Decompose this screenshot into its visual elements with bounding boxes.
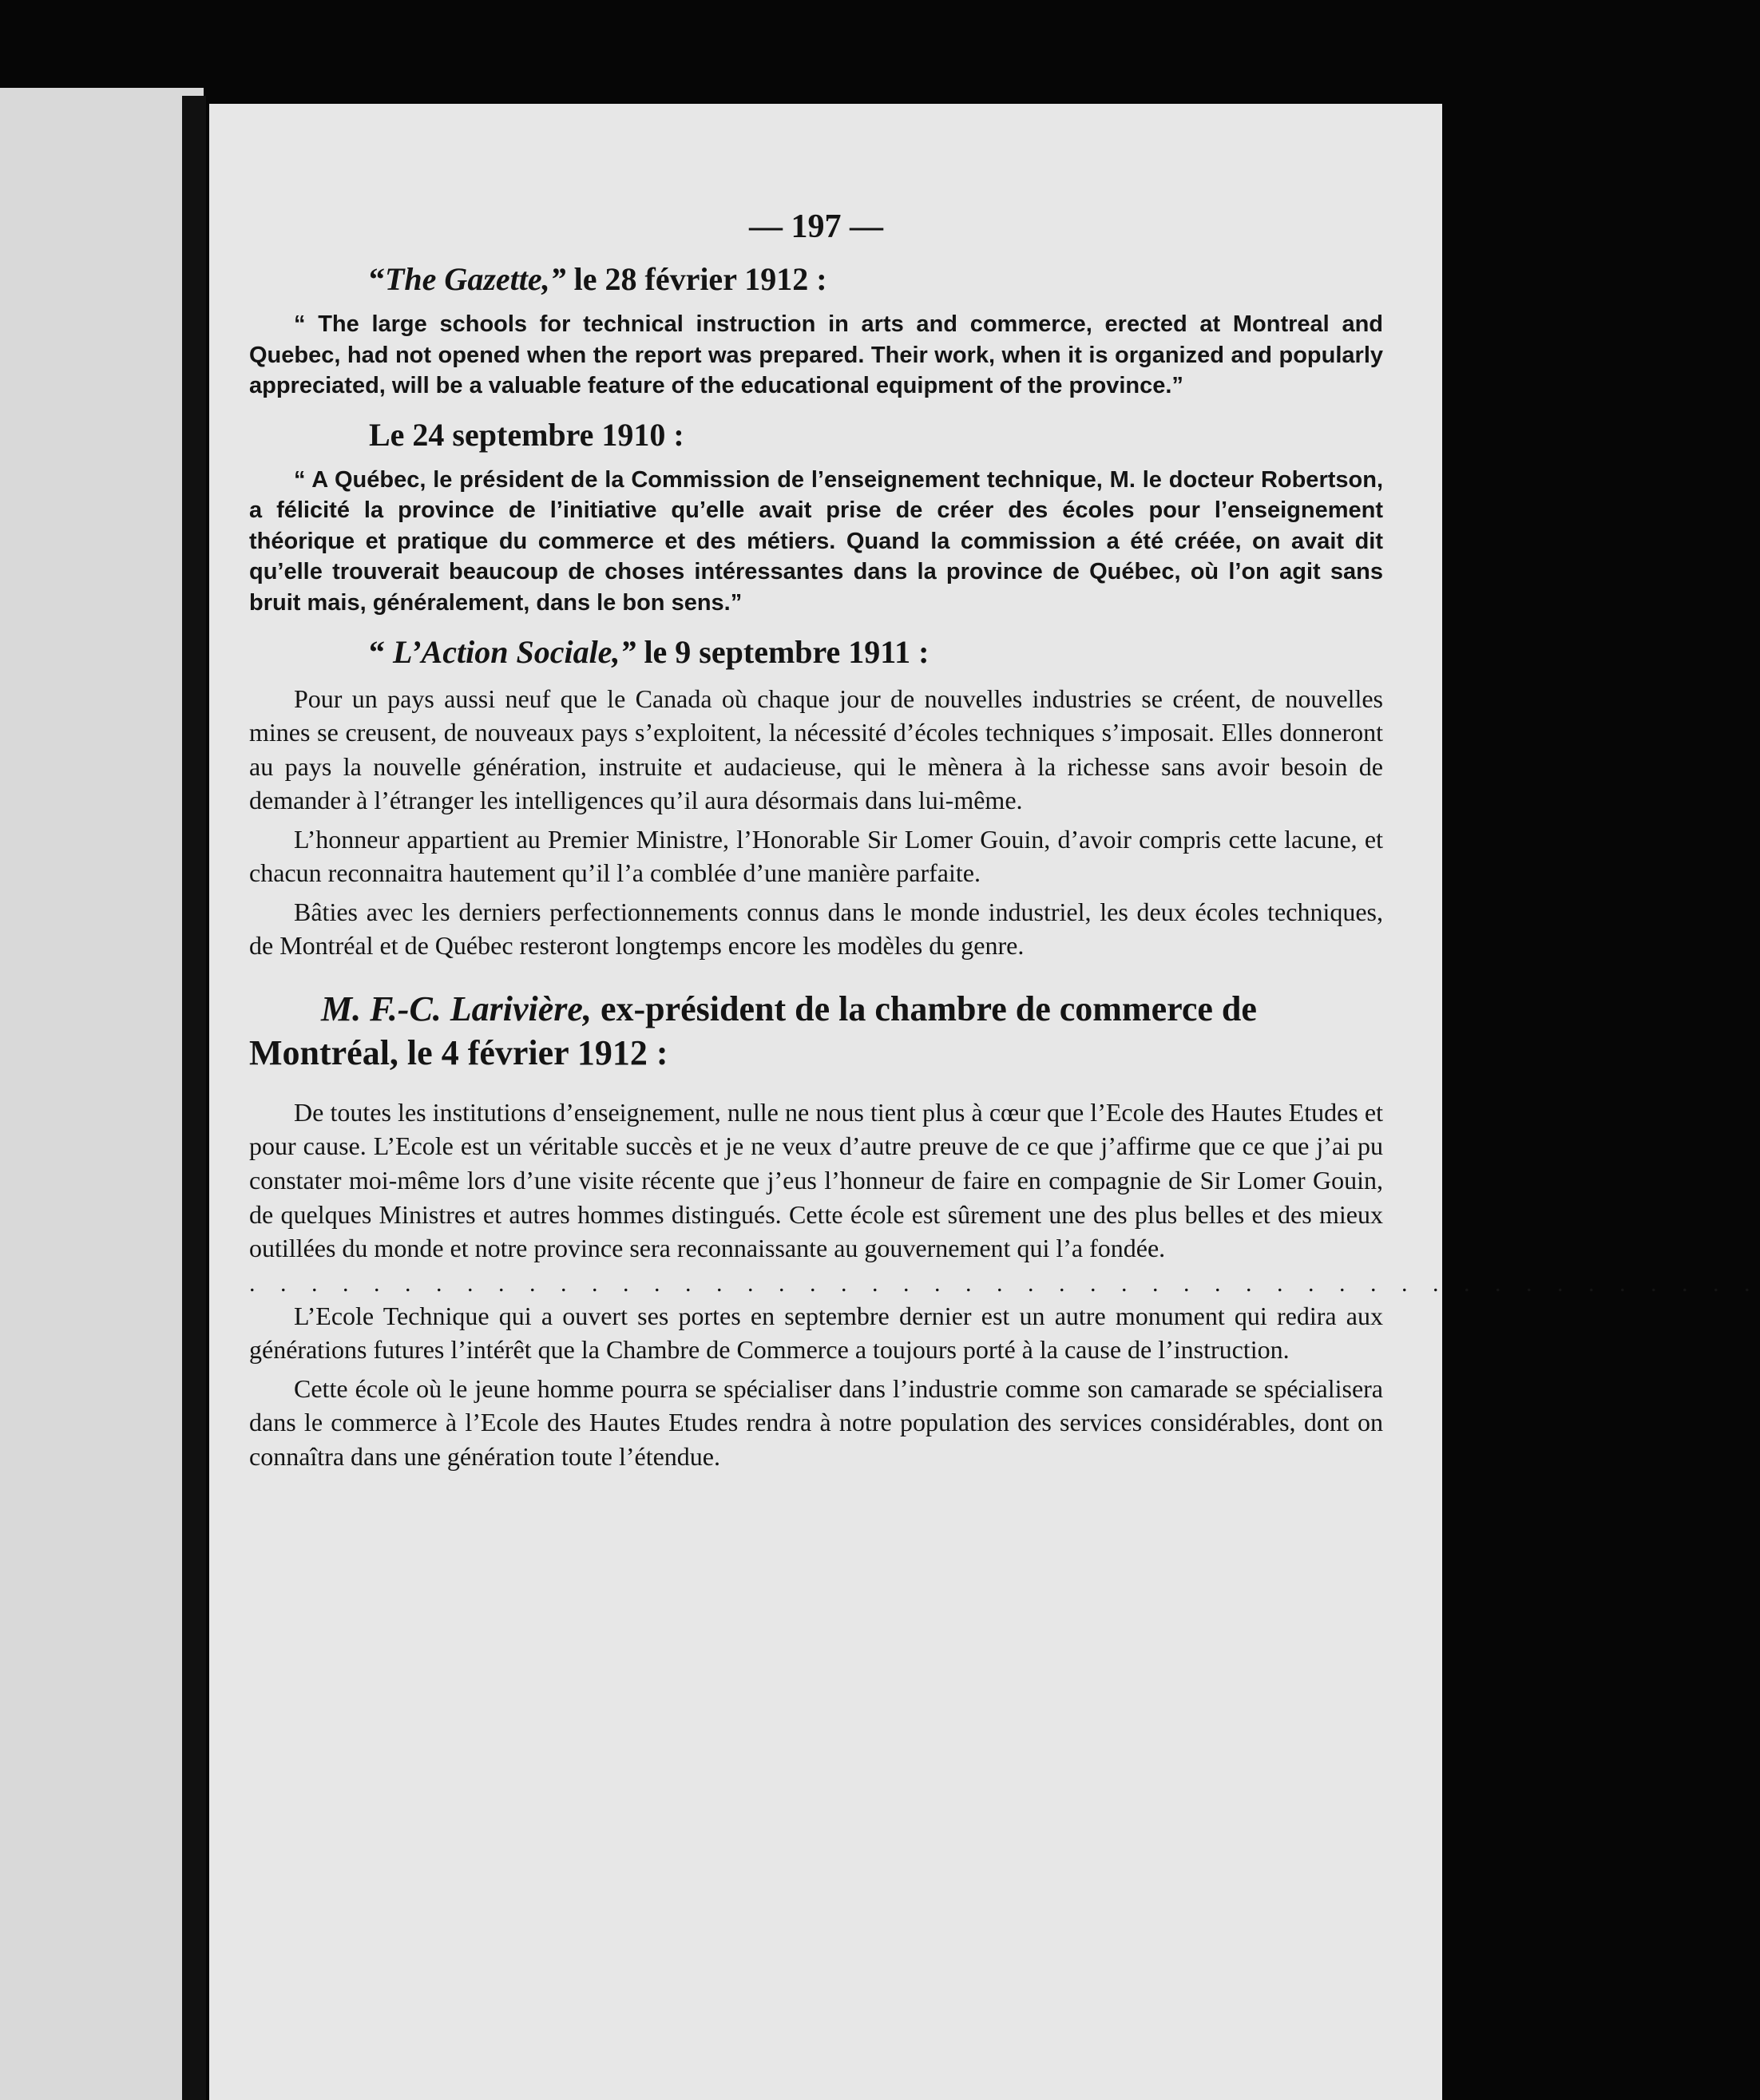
body-paragraph: Bâties avec les derniers perfectionnements connus dans le monde industriel, les deux écoles techniques, de Montréal et de Québec resteront longtemps encore les modèles du genre.	[249, 897, 1383, 961]
body-paragraph: Cette école où le jeune homme pourra se spécialiser dans l’industrie comme son camarade se spécialisera dans le commerce à l’Ecole des Hautes Etudes rendra à notre population des services considérables, dont on connaîtra dans une génération toute l’étendue.	[249, 1373, 1383, 1471]
section-heading	[249, 987, 1383, 1075]
heading-prefix: “	[369, 261, 385, 297]
facing-page-edge	[0, 88, 204, 2100]
section-lariviere	[249, 987, 1760, 1473]
heading-source: L’Action Sociale,”	[393, 633, 636, 670]
section-heading	[249, 260, 1383, 298]
heading-date: Le 24 septembre 1910 :	[369, 416, 684, 453]
body-paragraph: L’honneur appartient au Premier Ministre, l’Honorable Sir Lomer Gouin, d’avoir compris cette lacune, et chacun reconnaitra hautement qu’il l’a comblée d’une manière parfaite.	[249, 824, 1383, 888]
section-action-sociale	[249, 633, 1383, 963]
heading-date: le 9 septembre 1911 :	[636, 633, 930, 670]
document-page	[209, 104, 1760, 2100]
heading-speaker: M. F.-C. Larivière,	[321, 989, 592, 1028]
heading-prefix: “	[369, 633, 393, 670]
heading-date: le 28 février 1912 :	[565, 261, 827, 297]
book-binding	[182, 96, 206, 2100]
body-paragraph: Pour un pays aussi neuf que le Canada où chaque jour de nouvelles industries se créent, de nouvelles mines se creusent, de nouveaux pays s’exploitent, la nécessité d’écoles techniques s’imposait. Elles donneront au pays la nouvelle génération, instruite et audacieuse, qui le mènera à la richesse sans avoir besoin de demander à l’étranger les intelligences qu’il aura désormais dans lui-même.	[249, 683, 1383, 815]
ellipsis-divider: . . . . . . . . . . . . . . . . . . . . . . . . . . . . . . . . . . . . . . . . . . . . . . . . .	[249, 1270, 1760, 1297]
quote-paragraph: “ A Québec, le président de la Commission de l’enseignement technique, M. le docteur Robertson, a félicité la province de l’initiative qu’elle avait prise de créer des écoles pour l’enseignement théorique et pratique du commerce et des métiers. Quand la commission a été créée, on avait dit qu’elle trouverait beaucoup de choses intéressantes dans la province de Québec, où l’on agit sans bruit mais, généralement, dans le bon sens.”	[249, 466, 1383, 616]
body-paragraph: De toutes les institutions d’enseignement, nulle ne nous tient plus à cœur que l’Ecole des Hautes Etudes et pour cause. L’Ecole est un véritable succès et je ne veux d’autre preuve de ce que j’affirme que ce que j’ai pu constater moi-même lors d’une visite récente que j’eus l’honneur de faire en compagnie de Sir Lomer Gouin, de quelques Ministres et autres hommes distingués. Cette école est sûrement une des plus belles et des mieux outillées du monde et notre province sera reconnaissante au gouvernement qui l’a fondée.	[249, 1097, 1383, 1263]
page-content	[249, 208, 1760, 1481]
page-number: — 197 —	[749, 208, 883, 245]
section-heading	[249, 633, 1383, 671]
section-gazette	[249, 260, 1383, 402]
heading-source: The Gazette,”	[385, 261, 566, 297]
heading-date: ex-président de la chambre de commerce de Montréal, le 4 février 1912 :	[249, 989, 1257, 1072]
section-1910	[249, 416, 1383, 619]
section-heading	[249, 416, 1383, 454]
body-paragraph: L’Ecole Technique qui a ouvert ses portes en septembre dernier est un autre monument qui redira aux générations futures l’intérêt que la Chambre de Commerce a toujours porté à la cause de l’instruction.	[249, 1301, 1383, 1365]
quote-paragraph: “ The large schools for technical instruction in arts and commerce, erected at Montreal and Quebec, had not opened when the report was prepared. Their work, when it is organized and popularly appreciated, will be a valuable feature of the educational equipment of the province.”	[249, 311, 1383, 399]
